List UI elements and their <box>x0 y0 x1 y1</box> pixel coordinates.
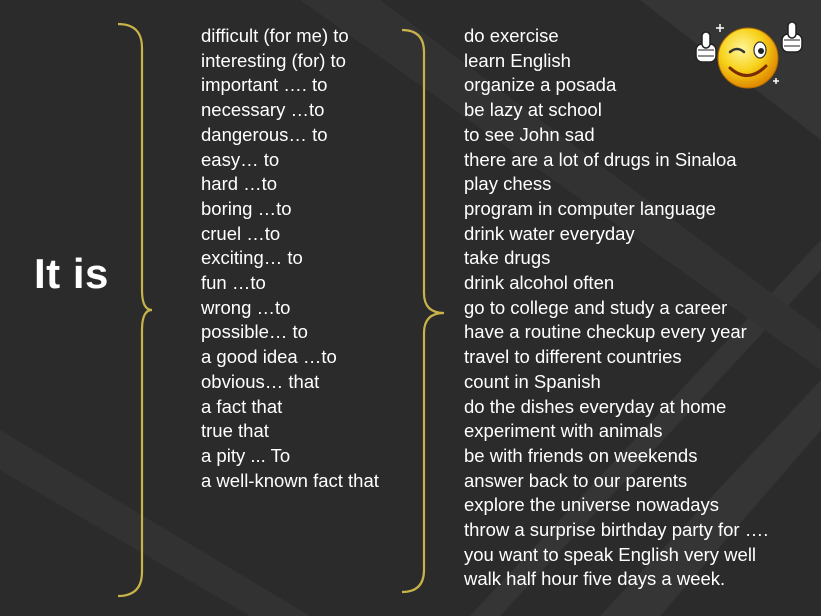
adjective-phrase: boring …to <box>201 197 292 219</box>
complement-phrase: drink water everyday <box>464 222 635 244</box>
adjective-phrase: cruel …to <box>201 222 281 244</box>
complement-phrase: you want to speak English very well <box>464 543 757 565</box>
adjective-phrase: easy… to <box>201 148 280 170</box>
complement-phrase: be lazy at school <box>464 99 602 121</box>
middle-brace <box>400 28 446 594</box>
adjective-phrase: fun …to <box>201 272 266 294</box>
complement-phrase: be with friends on weekends <box>464 444 698 466</box>
adjective-list <box>201 24 379 493</box>
adjective-phrase: important …. to <box>201 74 328 96</box>
complement-phrase: there are a lot of drugs in Sinaloa <box>464 148 737 170</box>
left-brace <box>112 22 152 598</box>
complement-phrase: travel to different countries <box>464 346 682 368</box>
complement-phrase: go to college and study a career <box>464 296 728 318</box>
complement-phrase: count in Spanish <box>464 370 601 392</box>
adjective-phrase: exciting… to <box>201 247 303 269</box>
adjective-phrase: interesting (for) to <box>201 49 346 71</box>
complement-phrase: have a routine checkup every year <box>464 321 747 343</box>
adjective-phrase: a pity ... To <box>201 444 291 466</box>
winking-smiley-thumbs-up-icon <box>690 18 808 92</box>
complement-phrase: explore the universe nowadays <box>464 494 720 516</box>
adjective-phrase: difficult (for me) to <box>201 25 349 46</box>
adjective-phrase: a good idea …to <box>201 346 337 368</box>
adjective-phrase: a fact that <box>201 395 283 417</box>
adjective-phrase: hard …to <box>201 173 278 195</box>
adjective-phrase: wrong …to <box>201 296 291 318</box>
complement-phrase: drink alcohol often <box>464 272 615 294</box>
complement-phrase: walk half hour five days a week. <box>464 568 726 590</box>
complement-phrase: program in computer language <box>464 197 716 219</box>
complement-phrase: experiment with animals <box>464 420 663 442</box>
complement-phrase: organize a posada <box>464 74 617 96</box>
complement-phrase: do exercise <box>464 25 559 46</box>
adjective-phrase: dangerous… to <box>201 123 328 145</box>
complement-list <box>464 24 768 592</box>
complement-phrase: do the dishes everyday at home <box>464 395 727 417</box>
adjective-phrase: possible… to <box>201 321 308 343</box>
complement-phrase: take drugs <box>464 247 551 269</box>
complement-phrase: play chess <box>464 173 552 195</box>
complement-phrase: throw a surprise birthday party for …. <box>464 519 769 541</box>
complement-phrase: answer back to our parents <box>464 469 688 491</box>
sentence-subject: It is <box>34 250 109 297</box>
adjective-phrase: true that <box>201 420 269 442</box>
complement-phrase: learn English <box>464 49 571 71</box>
adjective-phrase: obvious… that <box>201 370 320 392</box>
adjective-phrase: necessary …to <box>201 99 325 121</box>
adjective-phrase: a well-known fact that <box>201 469 379 491</box>
complement-phrase: to see John sad <box>464 123 595 145</box>
